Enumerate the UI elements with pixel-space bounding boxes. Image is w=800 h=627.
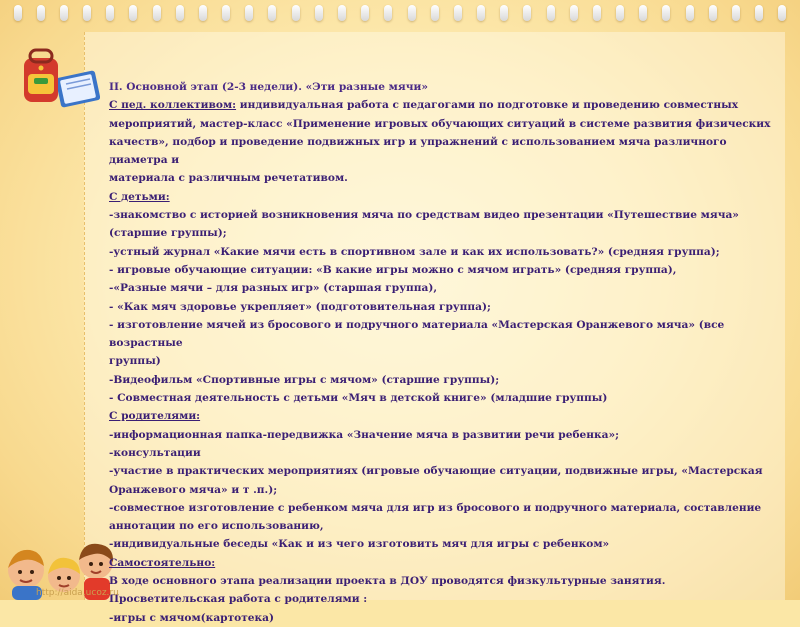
self-item: -игры с мячом(картотека) bbox=[109, 611, 275, 624]
staff-text-line: мероприятий, мастер-класс «Применение игровых обучающих ситуаций в системе развития физических bbox=[109, 117, 771, 130]
staff-text-line: качеств», подбор и проведение подвижных игр и упражнений с использованием мяча различного диаметра и bbox=[109, 135, 727, 167]
parents-item: Оранжевого мяча» и т .п.); bbox=[109, 483, 278, 496]
self-item: Просветительская работа с родителями : bbox=[109, 593, 368, 606]
children-item: - игровые обучающие ситуации: «В какие игры можно с мячом играть» (средняя группа), bbox=[109, 263, 677, 276]
binding-ring bbox=[755, 5, 763, 21]
binding-ring bbox=[315, 5, 323, 21]
binding-ring bbox=[176, 5, 184, 21]
binding-ring bbox=[14, 5, 22, 21]
binding-ring bbox=[639, 5, 647, 21]
document-text bbox=[109, 78, 777, 627]
binding-ring bbox=[431, 5, 439, 21]
children-item: -устный журнал «Какие мячи есть в спортивном зале и как их использовать?» (средняя группа); bbox=[109, 245, 720, 258]
binding-ring bbox=[222, 5, 230, 21]
binding-ring bbox=[129, 5, 137, 21]
binding-ring bbox=[686, 5, 694, 21]
binding-ring bbox=[616, 5, 624, 21]
parents-item: -участие в практических мероприятиях (игровые обучающие ситуации, подвижные игры, «Мастерская bbox=[109, 465, 763, 478]
children-item: -«Разные мячи – для разных игр» (старшая группа), bbox=[109, 282, 438, 295]
binding-ring bbox=[477, 5, 485, 21]
school-bag-icon bbox=[18, 44, 100, 110]
children-item: - Совместная деятельность с детьми «Мяч в детской книге» (младшие группы) bbox=[109, 392, 608, 405]
binding-ring bbox=[732, 5, 740, 21]
binding-ring bbox=[547, 5, 555, 21]
binding-ring bbox=[292, 5, 300, 21]
staff-text-line: материала с различным речетативом. bbox=[109, 172, 348, 185]
binding-ring bbox=[570, 5, 578, 21]
binding-ring bbox=[245, 5, 253, 21]
binding-ring bbox=[778, 5, 786, 21]
binding-ring bbox=[361, 5, 369, 21]
parents-item: аннотации по его использованию, bbox=[109, 520, 324, 533]
staff-text-line: индивидуальная работа с педагогами по подготовке и проведению совместных bbox=[236, 99, 739, 112]
parents-item: -консультации bbox=[109, 446, 201, 459]
binding-ring bbox=[662, 5, 670, 21]
children-item: -знакомство с историей возникновения мяча по средствам видео презентации «Путешествие мяча» bbox=[109, 209, 739, 222]
parents-label: С родителями: bbox=[109, 410, 201, 423]
children-item: группы) bbox=[109, 355, 161, 368]
children-item: - изготовление мячей из бросового и подручного материала «Мастерская Оранжевого мяча» (все возрастные bbox=[109, 318, 725, 350]
binding-ring bbox=[60, 5, 68, 21]
binding-ring bbox=[384, 5, 392, 21]
parents-item: -индивидуальные беседы «Как и из чего изготовить мяч для игры с ребенком» bbox=[109, 538, 610, 551]
children-item: (старшие группы); bbox=[109, 227, 227, 240]
parents-item: -совместное изготовление с ребенком мяча для игр из бросового и подручного материала, составление bbox=[109, 501, 762, 514]
stage-title: II. Основной этап (2-3 недели). «Эти разные мячи» bbox=[109, 81, 428, 93]
children-item: - «Как мяч здоровье укрепляет» (подготовительная группа); bbox=[109, 300, 491, 313]
binding-ring bbox=[408, 5, 416, 21]
binding-ring bbox=[593, 5, 601, 21]
notebook-binding bbox=[0, 0, 800, 26]
binding-ring bbox=[268, 5, 276, 21]
self-item: В ходе основного этапа реализации проекта в ДОУ проводятся физкультурные занятия. bbox=[109, 575, 666, 588]
binding-ring bbox=[153, 5, 161, 21]
footer-url: http://aida.ucoz.ru bbox=[36, 588, 119, 598]
children-item: -Видеофильм «Спортивные игры с мячом» (старшие группы); bbox=[109, 373, 500, 386]
self-label: Самостоятельно: bbox=[109, 556, 216, 569]
children-label: С детьми: bbox=[109, 190, 170, 203]
binding-ring bbox=[454, 5, 462, 21]
binding-ring bbox=[37, 5, 45, 21]
staff-paragraph bbox=[109, 96, 777, 114]
binding-ring bbox=[709, 5, 717, 21]
binding-ring bbox=[523, 5, 531, 21]
binding-ring bbox=[338, 5, 346, 21]
staff-label: С пед. коллективом: bbox=[109, 99, 237, 112]
binding-ring bbox=[83, 5, 91, 21]
binding-ring bbox=[500, 5, 508, 21]
binding-ring bbox=[199, 5, 207, 21]
parents-item: -информационная папка-передвижка «Значение мяча в развитии речи ребенка»; bbox=[109, 428, 620, 441]
binding-ring bbox=[106, 5, 114, 21]
